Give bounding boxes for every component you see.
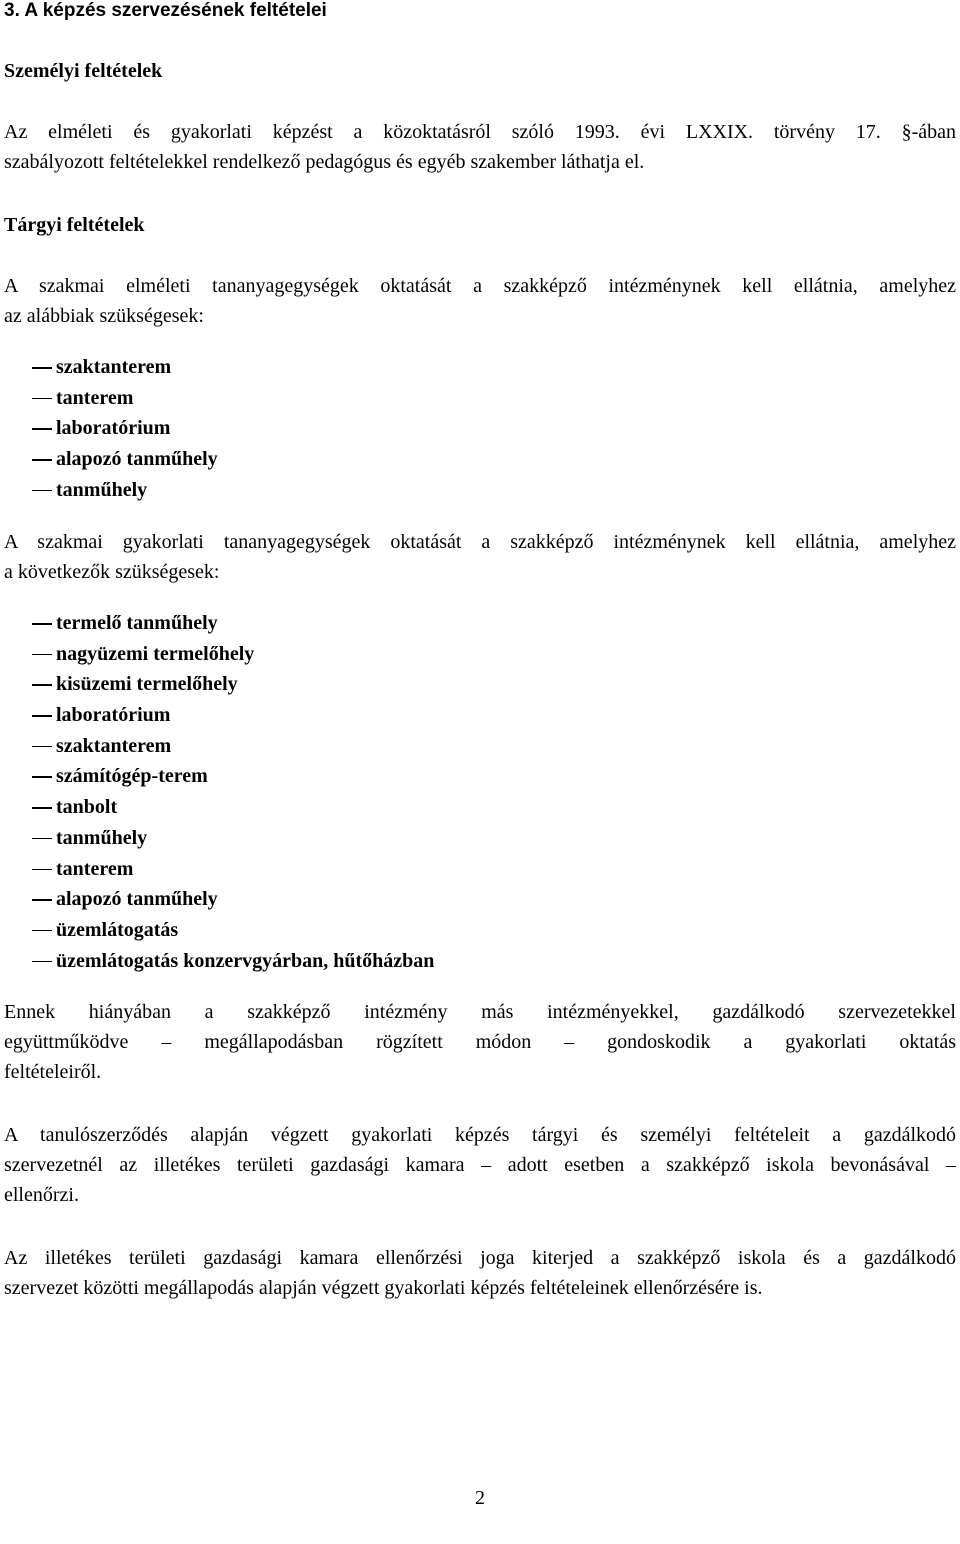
dash-bullet-icon	[32, 684, 52, 686]
personal-paragraph-line: szabályozott feltételekkel rendelkező pedagógus és egyéb szakember láthatja el.	[4, 151, 645, 173]
list-item: nagyüzemi termelőhely	[4, 639, 956, 670]
list-item: alapozó tanműhely	[4, 884, 956, 915]
theory-paragraph-line: az alábbiak szükségesek:	[4, 305, 204, 327]
list-item: számítógép-terem	[4, 761, 956, 792]
dash-bullet-icon	[32, 869, 52, 871]
list-item: üzemlátogatás konzervgyárban, hűtőházban	[4, 946, 956, 977]
practice-requirements-list	[4, 608, 956, 976]
dash-bullet-icon	[32, 776, 52, 778]
list-item: üzemlátogatás	[4, 915, 956, 946]
list-item: szaktanterem	[4, 352, 956, 383]
dash-bullet-icon	[32, 838, 52, 840]
list-item: laboratórium	[4, 413, 956, 444]
dash-bullet-icon	[32, 961, 52, 963]
dash-bullet-icon	[32, 715, 52, 717]
practice-paragraph-line: a következők szükségesek:	[4, 561, 220, 583]
material-heading: Tárgyi feltételek	[4, 214, 145, 236]
list-item: termelő tanműhely	[4, 608, 956, 639]
theory-paragraph	[4, 271, 956, 331]
contract-paragraph-line: szervezetnél az illetékes területi gazdasági kamara – adott esetben a szakképző iskola bevonásával –	[4, 1154, 956, 1176]
lack-paragraph-line: együttműködve – megállapodásban rögzített módon – gondoskodik a gyakorlati oktatás	[4, 1031, 956, 1053]
contract-paragraph	[4, 1120, 956, 1210]
dash-bullet-icon	[32, 623, 52, 625]
theory-paragraph-line: A szakmai elméleti tananyagegységek oktatását a szakképző intézménynek kell ellátnia, amelyhez	[4, 275, 956, 297]
chamber-paragraph-line: Az illetékes területi gazdasági kamara ellenőrzési joga kiterjed a szakképző iskola és a gazdálkodó	[4, 1247, 956, 1269]
contract-paragraph-line: A tanulószerződés alapján végzett gyakorlati képzés tárgyi és személyi feltételeit a gazdálkodó	[4, 1124, 956, 1146]
lack-paragraph-line: feltételeiről.	[4, 1061, 102, 1083]
dash-bullet-icon	[32, 367, 52, 369]
dash-bullet-icon	[32, 807, 52, 809]
practice-paragraph	[4, 527, 956, 587]
dash-bullet-icon	[32, 459, 52, 461]
personal-paragraph-line: Az elméleti és gyakorlati képzést a közoktatásról szóló 1993. évi LXXIX. törvény 17. §-ában	[4, 121, 956, 143]
personal-heading: Személyi feltételek	[4, 60, 163, 82]
list-item: tanműhely	[4, 823, 956, 854]
list-item: tanterem	[4, 383, 956, 414]
dash-bullet-icon	[32, 490, 52, 492]
list-item: alapozó tanműhely	[4, 444, 956, 475]
list-item: laboratórium	[4, 700, 956, 731]
dash-bullet-icon	[32, 746, 52, 748]
list-item: tanműhely	[4, 475, 956, 506]
chamber-paragraph-line: szervezet közötti megállapodás alapján végzett gyakorlati képzés feltételeinek ellenőrzésére is.	[4, 1277, 763, 1299]
section-title: 3. A képzés szervezésének feltételei	[4, 0, 327, 21]
lack-paragraph	[4, 997, 956, 1087]
list-item: kisüzemi termelőhely	[4, 669, 956, 700]
theory-requirements-list	[4, 352, 956, 505]
dash-bullet-icon	[32, 930, 52, 932]
list-item: szaktanterem	[4, 731, 956, 762]
lack-paragraph-line: Ennek hiányában a szakképző intézmény más intézményekkel, gazdálkodó szervezetekkel	[4, 1001, 956, 1023]
dash-bullet-icon	[32, 398, 52, 400]
dash-bullet-icon	[32, 899, 52, 901]
dash-bullet-icon	[32, 654, 52, 656]
dash-bullet-icon	[32, 428, 52, 430]
list-item: tanbolt	[4, 792, 956, 823]
practice-paragraph-line: A szakmai gyakorlati tananyagegységek oktatását a szakképző intézménynek kell ellátnia, amelyhez	[4, 531, 956, 553]
list-item: tanterem	[4, 854, 956, 885]
contract-paragraph-line: ellenőrzi.	[4, 1184, 79, 1206]
chamber-paragraph	[4, 1243, 956, 1303]
personal-paragraph	[4, 117, 956, 177]
page-number: 2	[475, 1487, 485, 1509]
